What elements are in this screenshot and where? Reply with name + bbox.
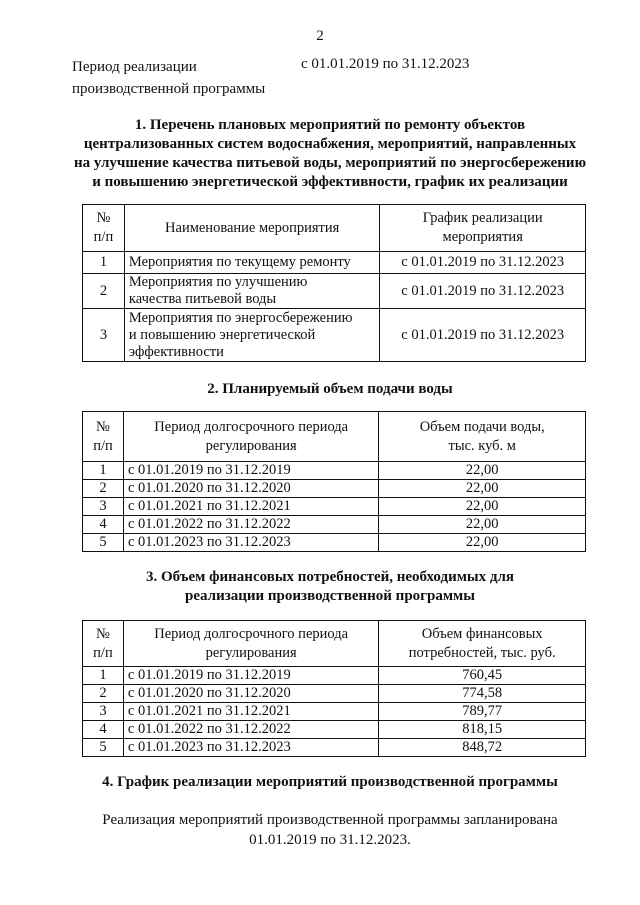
header-num-line-2: п/п xyxy=(93,437,113,454)
row-finance: 774,58 xyxy=(379,685,586,703)
header-finance-line-2: потребностей, тыс. руб. xyxy=(408,644,556,661)
period-label xyxy=(72,56,292,100)
row-name-line: Мероприятия по текущему ремонту xyxy=(128,254,351,270)
header-schedule xyxy=(380,205,586,252)
table-row xyxy=(83,498,586,516)
period-label-line-2: производственной программы xyxy=(72,81,266,97)
row-volume: 22,00 xyxy=(379,462,586,480)
row-period: с 01.01.2019 по 31.12.2019 xyxy=(123,462,379,480)
header-schedule-line-2: мероприятия xyxy=(442,229,523,245)
section-1-title xyxy=(60,116,600,192)
section-1-title-line-1: 1. Перечень плановых мероприятий по ремонту объектов xyxy=(134,117,526,133)
section-1-title-line-3: на улучшение качества питьевой воды, мероприятий по энергосбережению xyxy=(73,155,587,171)
table-header-row xyxy=(83,621,586,667)
row-period: с 01.01.2023 по 31.12.2023 xyxy=(123,739,378,757)
header-num xyxy=(83,205,125,252)
row-period: с 01.01.2021 по 31.12.2021 xyxy=(123,498,379,516)
row-period: с 01.01.2019 по 31.12.2019 xyxy=(123,667,378,685)
row-num: 1 xyxy=(83,667,124,685)
row-finance: 818,15 xyxy=(379,721,586,739)
row-num: 5 xyxy=(83,534,124,552)
row-name xyxy=(124,309,380,362)
row-period: с 01.01.2021 по 31.12.2021 xyxy=(123,703,378,721)
row-finance: 760,45 xyxy=(379,667,586,685)
header-period-line-2: регулирования xyxy=(205,644,297,661)
header-period xyxy=(123,621,378,667)
row-name xyxy=(124,252,380,274)
table-row xyxy=(83,685,586,703)
row-volume: 22,00 xyxy=(379,534,586,552)
row-period: с 01.01.2020 по 31.12.2020 xyxy=(123,480,379,498)
header-num-line-1: № xyxy=(96,210,111,226)
header-num xyxy=(83,621,124,667)
header-num xyxy=(83,412,124,462)
table-row xyxy=(83,516,586,534)
header-num-line-2: п/п xyxy=(93,644,113,661)
page-number: 2 xyxy=(316,28,324,44)
row-schedule: с 01.01.2019 по 31.12.2023 xyxy=(380,309,586,362)
table-header-row xyxy=(83,412,586,462)
row-num: 1 xyxy=(83,252,125,274)
row-num: 2 xyxy=(83,685,124,703)
water-supply-table xyxy=(82,411,586,552)
row-name-line: качества питьевой воды xyxy=(128,291,277,307)
row-period: с 01.01.2023 по 31.12.2023 xyxy=(123,534,379,552)
table-row xyxy=(83,667,586,685)
section-4-text-line-1: Реализация мероприятий производственной программы запланирована xyxy=(102,812,558,828)
row-name-line: и повышению энергетической xyxy=(128,326,316,343)
row-volume: 22,00 xyxy=(379,480,586,498)
table-row xyxy=(83,480,586,498)
row-finance: 789,77 xyxy=(379,703,586,721)
row-num: 4 xyxy=(83,721,124,739)
table-row xyxy=(83,703,586,721)
header-num-line-1: № xyxy=(96,625,110,642)
row-num: 2 xyxy=(83,274,125,309)
period-value: с 01.01.2019 по 31.12.2023 xyxy=(301,56,470,72)
section-2-title: 2. Планируемый объем подачи воды xyxy=(207,381,453,397)
row-volume: 22,00 xyxy=(379,498,586,516)
row-volume: 22,00 xyxy=(379,516,586,534)
section-3-title-line-2: реализации производственной программы xyxy=(185,588,475,604)
header-finance-line-1: Объем финансовых xyxy=(421,625,543,642)
row-num: 1 xyxy=(83,462,124,480)
header-period-line-2: регулирования xyxy=(205,437,297,454)
section-4-title: 4. График реализации мероприятий производственной программы xyxy=(102,774,558,790)
table-row xyxy=(83,462,586,480)
row-name-line: Мероприятия по энергосбережению xyxy=(128,309,353,326)
row-num: 3 xyxy=(83,703,124,721)
row-schedule: с 01.01.2019 по 31.12.2023 xyxy=(380,274,586,309)
row-num: 3 xyxy=(83,309,125,362)
table-row xyxy=(83,739,586,757)
section-4-text-line-2: 01.01.2019 по 31.12.2023. xyxy=(249,832,411,848)
row-num: 4 xyxy=(83,516,124,534)
header-num-line-2: п/п xyxy=(93,229,114,245)
header-volume-line-1: Объем подачи воды, xyxy=(419,418,545,435)
section-3-title-line-1: 3. Объем финансовых потребностей, необходимых для xyxy=(145,569,515,585)
header-period xyxy=(123,412,379,462)
section-1-title-line-4: и повышению энергетической эффективности, график их реализации xyxy=(92,174,568,190)
section-4-text xyxy=(60,810,600,850)
section-3-title xyxy=(60,568,600,606)
row-finance: 848,72 xyxy=(379,739,586,757)
row-period: с 01.01.2022 по 31.12.2022 xyxy=(123,721,378,739)
table-row xyxy=(83,534,586,552)
header-volume-line-2: тыс. куб. м xyxy=(448,437,516,454)
row-schedule: с 01.01.2019 по 31.12.2023 xyxy=(380,252,586,274)
header-volume xyxy=(379,412,586,462)
row-period: с 01.01.2022 по 31.12.2022 xyxy=(123,516,379,534)
header-schedule-line-1: График реализации xyxy=(422,210,543,226)
row-name-line: эффективности xyxy=(128,343,224,360)
table-header-row xyxy=(83,205,586,252)
header-period-line-1: Период долгосрочного периода xyxy=(154,418,349,435)
row-num: 5 xyxy=(83,739,124,757)
header-period-line-1: Период долгосрочного периода xyxy=(154,625,349,642)
header-name: Наименование мероприятия xyxy=(124,205,380,252)
table-row xyxy=(83,274,586,309)
table-row xyxy=(83,721,586,739)
section-1-title-line-2: централизованных систем водоснабжения, мероприятий, направленных xyxy=(83,136,577,152)
row-num: 3 xyxy=(83,498,124,516)
header-finance xyxy=(379,621,586,667)
row-name-line: Мероприятия по улучшению xyxy=(128,274,308,290)
row-name xyxy=(124,274,380,309)
table-row xyxy=(83,252,586,274)
financial-needs-table xyxy=(82,620,586,757)
row-num: 2 xyxy=(83,480,124,498)
header-num-line-1: № xyxy=(96,418,110,435)
measures-table xyxy=(82,204,586,362)
period-label-line-1: Период реализации xyxy=(72,59,197,75)
row-period: с 01.01.2020 по 31.12.2020 xyxy=(123,685,378,703)
table-row xyxy=(83,309,586,362)
